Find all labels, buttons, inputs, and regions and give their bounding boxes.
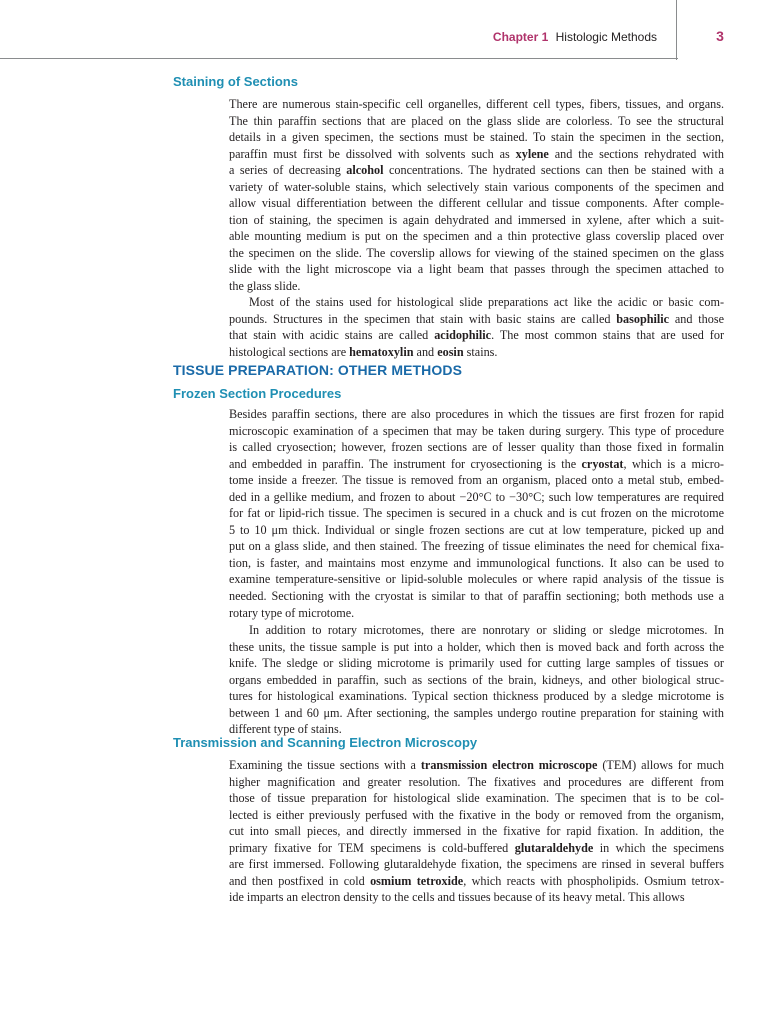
text-line: these units, the tissue sample is put into a holder, which then is moved back and forth across the: [229, 639, 724, 654]
text-line: those of tissue preparation for histological slide examination. The specimen that is to be col-: [229, 791, 724, 806]
heading-tissue-preparation: TISSUE PREPARATION: OTHER METHODS: [173, 362, 463, 378]
header-divider: [676, 0, 677, 60]
text-line: and embedded in paraffin. The instrument for cryosectioning is the cryostat, which is a micro-: [229, 456, 724, 471]
text-line: pounds. Structures in the specimen that stain with basic stains are called basophilic and those: [229, 311, 724, 326]
text-line: 5 to 10 μm thick. Individual or single frozen sections are cut at low temperature, picked up and: [229, 522, 724, 537]
text-line: different type of stains.: [229, 722, 342, 737]
text-line: the specimen on the slide. The coverslip allows for viewing of the stained specimen on the glass: [229, 245, 724, 260]
key-term: hematoxylin: [349, 344, 414, 359]
key-term: glutaraldehyde: [514, 840, 594, 855]
text-line: a series of decreasing alcohol concentrations. The hydrated sections can then be stained with a: [229, 163, 724, 178]
text-line: between 1 and 60 μm. After sectioning, the samples undergo routine preparation for staining with: [229, 705, 724, 720]
text-line: able mounting medium is put on the specimen and a thin protective glass coverslip placed over: [229, 229, 724, 244]
text-line: ide imparts an electron density to the cells and tissues because of its heavy metal. This allows: [229, 890, 685, 905]
text-line: lected is either previously perfused with the fixative in the body or removed from the organism,: [229, 807, 724, 822]
paragraph: [229, 406, 724, 621]
text-line: histological sections are hematoxylin and eosin stains.: [229, 344, 498, 359]
text-line: variety of water-soluble stains, which selectively stain various components of the specimen and: [229, 179, 724, 194]
heading-frozen-section: Frozen Section Procedures: [173, 386, 342, 401]
text-line: higher magnification and greater resolution. The fixatives and procedures are different from: [229, 774, 724, 789]
key-term: basophilic: [616, 311, 670, 326]
key-term: xylene: [515, 146, 549, 161]
key-term: transmission electron microscope: [420, 758, 598, 772]
paragraph: [229, 96, 724, 295]
text-line: microscopic examination of a specimen that may be taken during surgery. This type of procedure: [229, 423, 724, 438]
text-line: tures for histological examinations. Typical section thickness produced by a sledge microtome is: [229, 689, 724, 704]
paragraph: [229, 622, 724, 738]
text-line: ded in a gellike medium, and frozen to about −20°C to −30°C; such low temperatures are required: [229, 489, 724, 504]
text-line: Most of the stains used for histological slide preparations act like the acidic or basic com-: [249, 295, 724, 309]
text-line: In addition to rotary microtomes, there are nonrotary or sliding or sledge microtomes. In: [249, 623, 724, 637]
text-line: The thin paraffin sections that are placed on the glass slide are colorless. To see the structural: [229, 113, 724, 128]
chapter-title: Histologic Methods: [555, 30, 657, 44]
text-line: cut into small pieces, and directly immersed in the fixative for rapid fixation. In addition, the: [229, 824, 724, 839]
running-head: [493, 30, 657, 44]
text-line: the glass slide.: [229, 279, 301, 294]
key-term: eosin: [437, 344, 464, 359]
text-line: knife. The sledge or sliding microtome is primarily used for cutting large samples of tissues or: [229, 656, 724, 671]
heading-electron-microscopy: Transmission and Scanning Electron Microscopy: [173, 735, 478, 750]
text-line: organs embedded in paraffin, such as sections of the brain, kidneys, and other biological struc-: [229, 672, 724, 687]
chapter-label: Chapter 1: [492, 30, 549, 44]
text-line: allow visual differentiation between the different cellular and tissue components. After comple-: [229, 196, 724, 211]
heading-staining: Staining of Sections: [173, 74, 298, 89]
paragraph: [229, 294, 724, 360]
text-line: tome inside a freezer. The tissue is removed from an organism, placed onto a metal stub, embed-: [229, 473, 724, 488]
text-line: Examining the tissue sections with a transmission electron microscope (TEM) allows for much: [229, 758, 724, 772]
text-line: primary fixative for TEM specimens is cold-buffered glutaraldehyde in which the specimens: [229, 840, 725, 855]
paragraph: [229, 757, 724, 906]
text-line: for fat or lipid-rich tissue. The specimen is secured in a chuck and is cut frozen on the microtome: [229, 506, 724, 521]
header-rule: [0, 58, 678, 59]
text-line: that stain with acidic stains are called acidophilic. The most common stains that are used for: [229, 328, 725, 343]
text-line: Besides paraffin sections, there are also procedures in which the tissues are first frozen for rapid: [229, 407, 724, 421]
text-line: and then postfixed in cold osmium tetroxide, which reacts with phospholipids. Osmium tetrox-: [229, 873, 724, 888]
text-line: tion, is faster, and maintains most enzyme and immunological functions. It also can be used to: [229, 555, 724, 570]
key-term: osmium tetroxide: [370, 873, 464, 888]
running-header: [0, 0, 777, 60]
text-line: are first immersed. Following glutaraldehyde fixation, the specimens are rinsed in several buffers: [229, 857, 724, 872]
text-line: details in a given specimen, the sections must be stained. To stain the specimen in the section,: [229, 130, 724, 145]
text-line: needed. Sectioning with the cryostat is similar to that of paraffin sectioning; both methods use a: [229, 589, 724, 604]
text-line: examine temperature-sensitive or lipid-soluble molecules or where rapid analysis of the tissue is: [229, 572, 724, 587]
key-term: alcohol: [346, 163, 384, 178]
text-line: is called cryosection; however, frozen sections are of lesser quality than those fixed in formalin: [229, 440, 724, 455]
text-line: There are numerous stain-specific cell organelles, different cell types, fibers, tissues, and organs.: [229, 97, 724, 111]
key-term: cryostat: [581, 456, 624, 471]
text-line: put on a glass slide, and then stained. The freezing of tissue eliminates the need for chemical fixa-: [229, 539, 724, 554]
text-line: tion of staining, the specimen is again dehydrated and immersed in xylene, after which a suit-: [229, 212, 724, 227]
page-number: 3: [716, 28, 724, 44]
key-term: acidophilic: [434, 328, 492, 343]
text-line: rotary type of microtome.: [229, 605, 355, 620]
text-line: paraffin must first be dissolved with solvents such as xylene and the sections rehydrated with: [229, 146, 724, 161]
text-line: slide with the light microscope via a light beam that passes through the specimen attached to: [229, 262, 724, 277]
